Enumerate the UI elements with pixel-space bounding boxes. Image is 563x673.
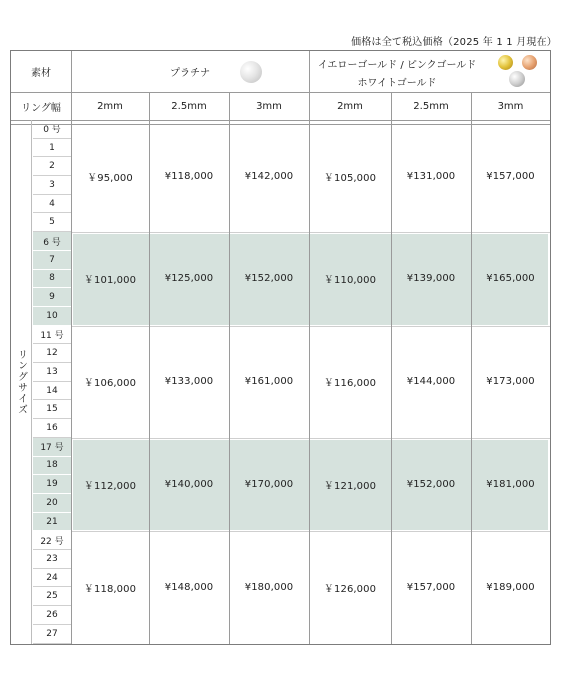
size-cell: 6 号 (33, 232, 71, 251)
width-col-3: 3mm (256, 100, 282, 112)
table-body (11, 120, 550, 644)
price-cell: ￥105,000 (323, 172, 377, 184)
price-cell: ¥161,000 (244, 376, 294, 388)
price-cell: ¥189,000 (486, 581, 535, 593)
width-col-2: 2.5mm (171, 100, 207, 112)
price-cell: ¥125,000 (164, 273, 214, 285)
size-column (33, 120, 71, 644)
size-cell: 14 (33, 382, 71, 401)
size-cell: 8 (33, 270, 71, 289)
price-cell: ￥110,000 (323, 275, 377, 287)
price-cell: ¥157,000 (406, 581, 456, 593)
price-cell: ¥165,000 (486, 273, 535, 285)
size-cell: 11 号 (33, 326, 71, 345)
price-cell: ¥148,000 (164, 581, 214, 593)
price-cell: ¥140,000 (164, 479, 214, 491)
size-cell: 21 (33, 513, 71, 532)
material-header: 素材 (31, 68, 51, 79)
price-cell: ￥121,000 (323, 481, 377, 493)
width-header: リング幅 (21, 102, 61, 114)
size-cell: 22 号 (33, 531, 71, 550)
size-cell: 19 (33, 475, 71, 494)
gold-header (309, 53, 485, 91)
size-cell: 18 (33, 457, 71, 476)
size-cell: 26 (33, 606, 71, 625)
size-cell: 27 (33, 625, 71, 644)
price-cell: ¥152,000 (244, 273, 294, 285)
size-cell: 23 (33, 550, 71, 569)
size-cell: 1 (33, 139, 71, 158)
size-cell: 9 (33, 288, 71, 307)
price-cell: ¥133,000 (164, 376, 214, 388)
size-cell: 10 (33, 307, 71, 326)
price-note: 価格は全て税込価格（2025 年 1 1 月現在） (351, 37, 557, 48)
price-cell: ¥118,000 (164, 170, 214, 182)
size-cell: 2 (33, 157, 71, 176)
size-cell: 12 (33, 344, 71, 363)
gold-header-line1: イエローゴールド / ピンクゴールド (317, 59, 477, 71)
pink-gold-swatch-icon (522, 55, 537, 70)
size-cell: 15 (33, 401, 71, 420)
platinum-label: プラチナ (170, 68, 210, 79)
white-gold-swatch-icon (509, 71, 525, 87)
size-cell: 0 号 (33, 120, 71, 139)
price-cell: ￥126,000 (323, 583, 377, 595)
price-cell: ¥142,000 (244, 170, 294, 182)
price-cell: ¥144,000 (406, 376, 456, 388)
ring-size-label: リングサイズ (15, 349, 27, 415)
size-cell: 7 (33, 251, 71, 270)
price-cell: ¥180,000 (244, 581, 294, 593)
price-cell: ¥139,000 (406, 273, 456, 285)
size-cell: 25 (33, 588, 71, 607)
price-cell: ￥101,000 (83, 275, 137, 287)
size-cell: 4 (33, 195, 71, 214)
width-col-4: 2mm (337, 100, 363, 112)
size-cell: 24 (33, 569, 71, 588)
width-col-6: 3mm (497, 100, 524, 112)
platinum-swatch-icon (240, 61, 262, 83)
price-cell: ￥106,000 (83, 378, 137, 390)
price-cell: ¥157,000 (486, 170, 535, 182)
width-col-5: 2.5mm (413, 100, 449, 112)
price-cell: ¥170,000 (244, 479, 294, 491)
price-cell: ¥173,000 (486, 376, 535, 388)
platinum-header (71, 51, 309, 92)
size-cell: 13 (33, 363, 71, 382)
price-cell: ￥116,000 (323, 378, 377, 390)
price-cell: ￥95,000 (87, 172, 133, 184)
price-cell: ¥131,000 (406, 170, 456, 182)
price-cell: ¥152,000 (406, 479, 456, 491)
size-cell: 3 (33, 176, 71, 195)
price-cell: ￥118,000 (83, 583, 137, 595)
yellow-gold-swatch-icon (498, 55, 513, 70)
price-cell: ￥112,000 (83, 481, 137, 493)
size-cell: 5 (33, 214, 71, 233)
price-cell: ¥181,000 (486, 479, 535, 491)
width-col-1: 2mm (97, 100, 123, 112)
size-cell: 20 (33, 494, 71, 513)
gold-header-line2: ホワイトゴールド (357, 77, 437, 89)
size-cell: 17 号 (33, 438, 71, 457)
price-table (10, 50, 551, 645)
size-cell: 16 (33, 419, 71, 438)
